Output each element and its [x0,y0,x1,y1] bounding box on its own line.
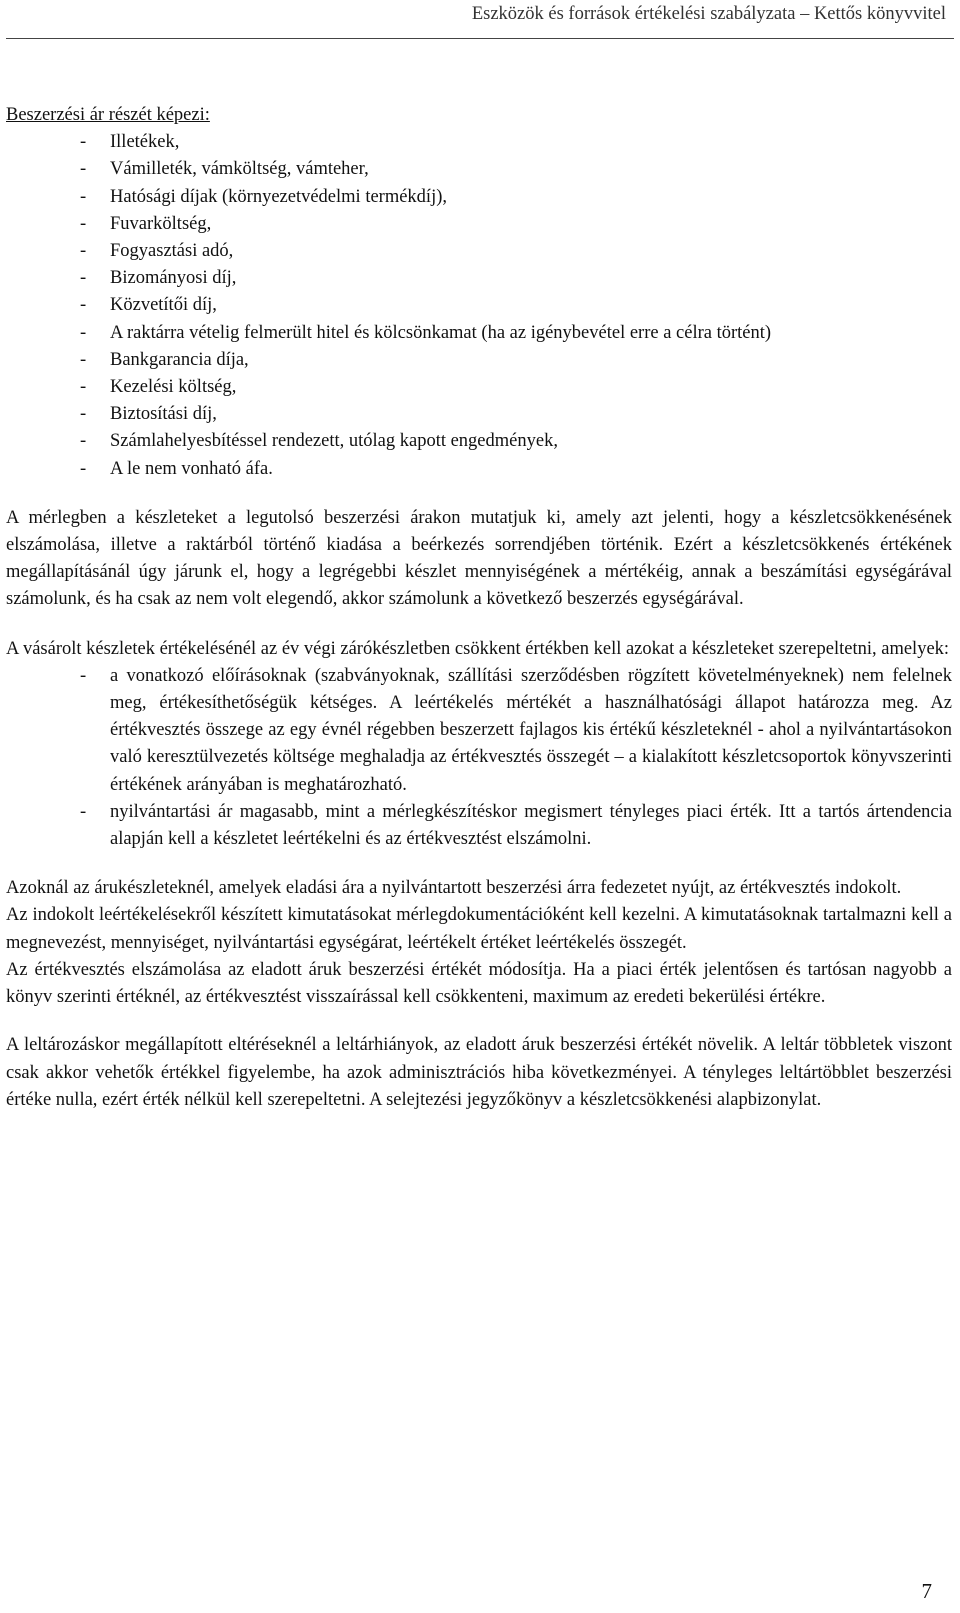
list-item: - Kezelési költség, [6,374,952,401]
list-item: - A raktárra vételig felmerült hitel és kölcsönkamat (ha az igénybevétel erre a célra történt) [6,320,952,347]
dash-bullet: - [80,458,87,479]
list-item: - Vámilleték, vámköltség, vámteher, [6,156,952,183]
section-heading: Beszerzési ár részét képezi: [6,105,210,125]
running-header: Eszközök és források értékelési szabályzata – Kettős könyvvitel [471,4,946,24]
list-item: - Közvetítői díj, [6,292,952,319]
page-number: 7 [921,1579,932,1603]
spacer [6,853,952,875]
dash-bullet: - [80,404,87,425]
dash-bullet: - [80,186,87,207]
list-item: - Számlahelyesbítéssel rendezett, utólag kapott engedmények, [6,428,952,455]
dash-bullet: - [80,295,87,316]
spacer [6,614,952,636]
list-item: - A le nem vonható áfa. [6,456,952,483]
list-item: - Fuvarköltség, [6,211,952,238]
dash-bullet: - [80,268,87,289]
list-item: - Hatósági díjak (környezetvédelmi termékdíj), [6,184,952,211]
dash-bullet: - [80,159,87,180]
list-item: - Fogyasztási adó, [6,238,952,265]
impairment-conditions-list [6,663,952,853]
cost-items-list [6,129,952,483]
list-item: - Biztosítási díj, [6,401,952,428]
list-item: - nyilvántartási ár magasabb, mint a mérlegkészítéskor megismert tényleges piaci érték. Itt a tartós ártendencia alapján kell a készletet leértékelni és az értékvesztést elszámolni. [6,799,952,853]
document-body [6,102,952,1114]
dash-bullet: - [80,213,87,234]
paragraph-writedown-records: Az indokolt leértékelésekről készített kimutatásokat mérlegdokumentációként kell kezelni. A kimutatásoknak tartalmazni kell a megnevezést, mennyiséget, nyilvántartási egységárat, leértékelt értéket leértékelés összegét. [6,905,952,953]
header-divider [6,38,954,39]
dash-bullet: - [80,241,87,262]
spacer [6,1011,952,1032]
dash-bullet: - [80,349,87,370]
list-item: - Bizományosi díj, [6,265,952,292]
dash-bullet: - [80,431,87,452]
dash-bullet: - [80,377,87,398]
list-item: - Illetékek, [6,129,952,156]
dash-bullet: - [80,801,87,822]
spacer [6,483,952,505]
paragraph-inventory-valuation: A mérlegben a készleteket a legutolsó beszerzési árakon mutatjuk ki, amely azt jelenti, hogy a készletcsökkenésének elszámolása, illetve a raktárból történő kiadása a beérkezés sorrendjében történik. Ezért a készletcsökkenés értékének megállapításánál úgy járunk el, hogy a legrégebbi készlet mennyiségének a mértékéig, annak a beszámítási egységárával számolunk, és ha csak az nem volt elegendő, akkor számolunk a következő beszerzés egységárával. [6,507,952,610]
paragraph-impairment-intro: A vásárolt készletek értékelésénél az év végi zárókészletben csökkent értékben kell azokat a készleteket szerepeltetni, amelyek: [6,638,950,659]
dash-bullet: - [80,322,87,343]
paragraph-impairment-accounting: Az értékvesztés elszámolása az eladott áruk beszerzési értékét módosítja. Ha a piaci érték jelentősen és tartósan nagyobb a könyv szerinti értéknél, az értékvesztést visszaírással kell csökkenteni, maximum az eredeti bekerülési értékre. [6,959,952,1008]
dash-bullet: - [80,132,87,153]
paragraph-goods-inventory: Azoknál az árukészleteknél, amelyek eladási ára a nyilvántartott beszerzési árra fedezetet nyújt, az értékvesztés indokolt. [6,878,902,899]
dash-bullet: - [80,665,87,686]
list-item: - Bankgarancia díja, [6,347,952,374]
list-item: - a vonatkozó előírásoknak (szabványoknak, szállítási szerződésben rögzített követelményeknek) nem felelnek meg, értékesíthetőségük kétséges. A leértékelés mértékét a használhatósági állapot határozza meg. Az értékvesztés összege az egy évnél régebben beszerzett fajlagos kis értékű készleteknél - ahol a nyilvántartásokon való keresztülvezetés költsége meghaladja az értékvesztés összegét – a kialakított készletcsoportok könyvszerinti értékének arányában is meghatározható. [6,663,952,799]
paragraph-stocktaking: A leltározáskor megállapított eltéréseknél a leltárhiányok, az eladott áruk beszerzési értékét növelik. A leltár többletek viszont csak akkor vehetők értékkel figyelembe, ha azok adminisztrációs hiba következményei. A tényleges leltártöbblet beszerzési értéke nulla, ezért érték nélkül kell szerepeltetni. A selejtezési jegyzőkönyv a készletcsökkenési alapbizonylat. [6,1035,952,1110]
